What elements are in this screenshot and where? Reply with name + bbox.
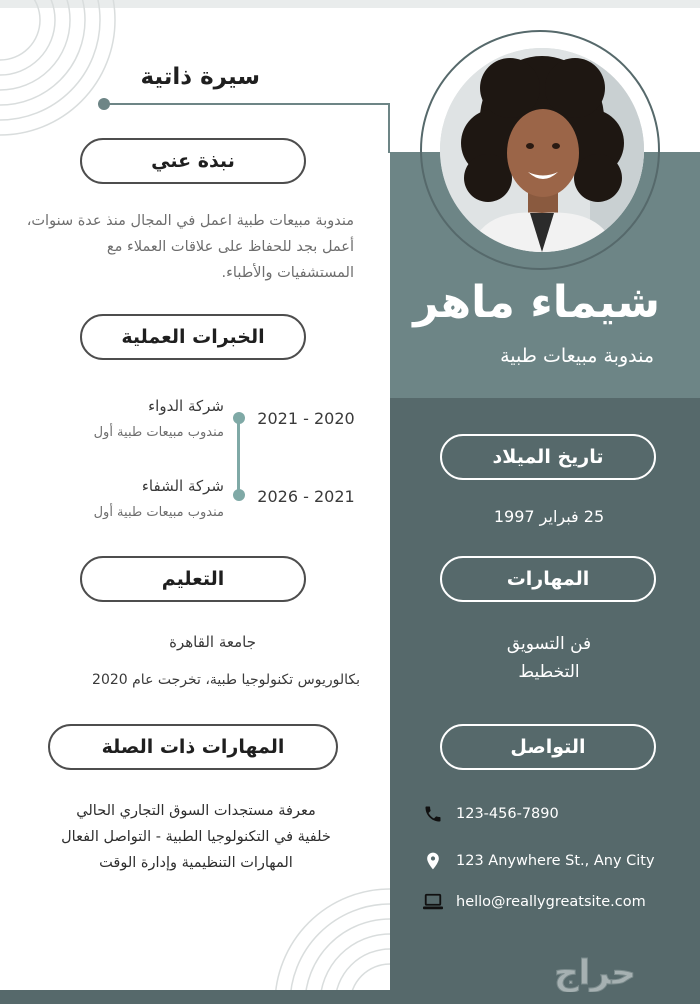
experience-company: شركة الشفاء — [141, 477, 224, 495]
laptop-icon — [420, 889, 446, 915]
related-skill-line: المهارات التنظيمية وإدارة الوقت — [99, 855, 293, 871]
timeline-dot — [233, 412, 245, 424]
header-connector-drop — [388, 103, 390, 153]
header-connector-line — [104, 103, 390, 105]
about-heading — [80, 138, 306, 184]
watermark-logo — [500, 952, 690, 992]
related-skill-line: معرفة مستجدات السوق التجاري الحالي — [76, 803, 316, 819]
timeline-dot — [233, 489, 245, 501]
person-job-title: مندوبة مبيعات طبية — [500, 345, 654, 367]
experience-role: مندوب مبيعات طبية أول — [93, 425, 224, 440]
person-name: شيماء ماهر — [413, 277, 660, 328]
experience-company: شركة الدواء — [148, 397, 224, 415]
contact-address-row — [420, 848, 690, 874]
contact-heading-label: التواصل — [510, 736, 586, 758]
profile-photo — [440, 48, 644, 252]
education-heading-label: التعليم — [161, 568, 225, 590]
skill-item: التخطيط — [518, 662, 580, 682]
skills-heading — [440, 556, 656, 602]
related-skills-heading-label: المهارات ذات الصلة — [101, 736, 285, 758]
experience-period: 2026 - 2021 — [257, 487, 355, 506]
contact-address: 123 Anywhere St., Any City — [456, 853, 655, 869]
birth-date: 25 فبراير 1997 — [493, 507, 605, 526]
experience-period: 2021 - 2020 — [257, 409, 355, 428]
avatar — [440, 48, 644, 252]
decorative-arcs-bottom — [250, 880, 410, 1004]
related-skills-list — [20, 798, 372, 876]
location-pin-icon — [420, 848, 446, 874]
skills-list — [440, 630, 658, 686]
contact-phone: 123-456-7890 — [456, 806, 559, 822]
timeline-line — [237, 418, 240, 496]
contact-heading — [440, 724, 656, 770]
about-heading-label: نبذة عني — [151, 150, 235, 172]
experience-heading — [80, 314, 306, 360]
education-degree: بكالوريوس تكنولوجيا طبية، تخرجت عام 2020 — [92, 672, 360, 688]
birth-heading-label: تاريخ الميلاد — [492, 446, 604, 468]
contact-phone-row — [420, 801, 690, 827]
experience-role: مندوب مبيعات طبية أول — [93, 505, 224, 520]
related-skills-heading — [48, 724, 338, 770]
watermark-text: حراج — [554, 953, 636, 992]
education-school: جامعة القاهرة — [169, 633, 256, 651]
birth-heading — [440, 434, 656, 480]
contact-email-row — [420, 889, 690, 915]
skill-item: فن التسويق — [506, 634, 592, 654]
phone-icon — [420, 801, 446, 827]
about-text: مندوبة مبيعات طبية اعمل في المجال منذ عدة سنوات، أعمل بجد للحفاظ على علاقات العملاء مع المستشفيات والأطباء. — [26, 213, 354, 281]
skills-heading-label: المهارات — [506, 568, 590, 590]
resume-title: سيرة ذاتية — [140, 64, 260, 90]
education-heading — [80, 556, 306, 602]
bottom-strip — [0, 990, 700, 1004]
related-skill-line: خلفية في التكنولوجيا الطبية - التواصل الفعال — [61, 829, 331, 845]
experience-heading-label: الخبرات العملية — [121, 326, 265, 348]
contact-email: hello@reallygreatsite.com — [456, 894, 646, 910]
header-connector-dot — [98, 98, 110, 110]
